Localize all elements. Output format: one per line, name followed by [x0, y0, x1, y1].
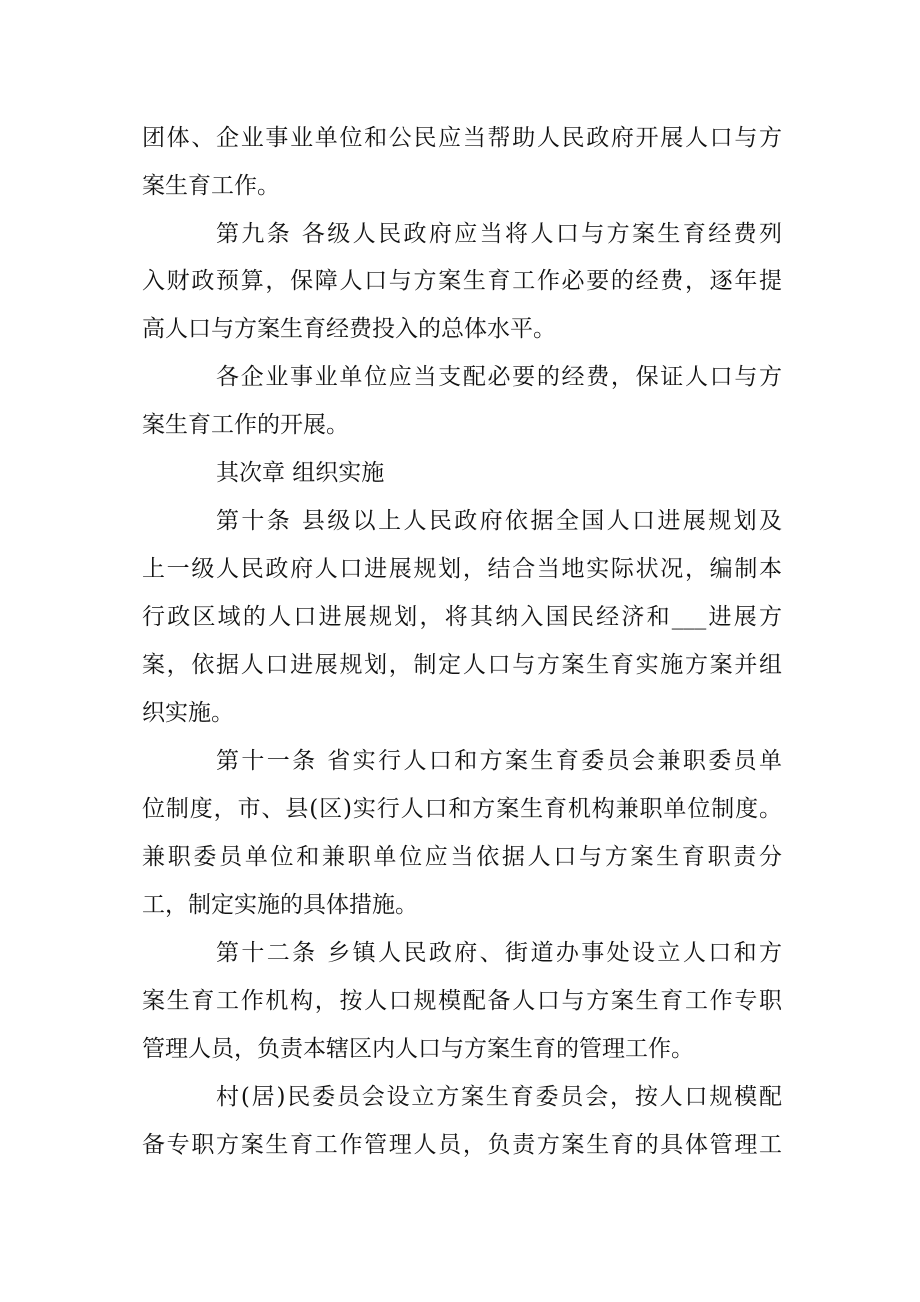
text-line: 团体、企业事业单位和公民应当帮助人民政府开展人口与方 — [142, 125, 782, 151]
text-line: 村(居)民委员会设立方案生育委员会，按人口规模配 — [216, 1084, 782, 1110]
text-line: 兼职委员单位和兼职单位应当依据人口与方案生育职责分 — [142, 844, 782, 870]
text-line: 行政区域的人口进展规划，将其纳入国民经济和___进展方 — [142, 604, 782, 630]
text-line: 各企业事业单位应当支配必要的经费，保证人口与方 — [216, 364, 782, 390]
text-line: 工，制定实施的具体措施。 — [142, 892, 418, 918]
text-line: 案生育工作机构，按人口规模配备人口与方案生育工作专职 — [142, 988, 782, 1014]
article-heading-line: 第十二条 乡镇人民政府、街道办事处设立人口和方 — [216, 940, 782, 966]
article-heading-line: 第十一条 省实行人口和方案生育委员会兼职委员单 — [216, 748, 782, 774]
article-heading-line: 第九条 各级人民政府应当将人口与方案生育经费列 — [216, 221, 782, 247]
text-line: 织实施。 — [142, 700, 234, 726]
text-line: 位制度，市、县(区)实行人口和方案生育机构兼职单位制度。 — [142, 796, 782, 822]
text-line: 案生育工作。 — [142, 173, 280, 199]
text-line: 上一级人民政府人口进展规划，结合当地实际状况，编制本 — [142, 556, 782, 582]
text-line: 案，依据人口进展规划，制定人口与方案生育实施方案并组 — [142, 652, 782, 678]
text-line: 入财政预算，保障人口与方案生育工作必要的经费，逐年提 — [142, 268, 782, 294]
text-line: 备专职方案生育工作管理人员，负责方案生育的具体管理工 — [142, 1132, 782, 1158]
article-heading-line: 第十条 县级以上人民政府依据全国人口进展规划及 — [216, 508, 782, 534]
text-line: 案生育工作的开展。 — [142, 412, 349, 438]
chapter-heading: 其次章 组织实施 — [216, 460, 385, 486]
text-line: 管理人员，负责本辖区内人口与方案生育的管理工作。 — [142, 1036, 694, 1062]
text-line: 高人口与方案生育经费投入的总体水平。 — [142, 316, 556, 342]
